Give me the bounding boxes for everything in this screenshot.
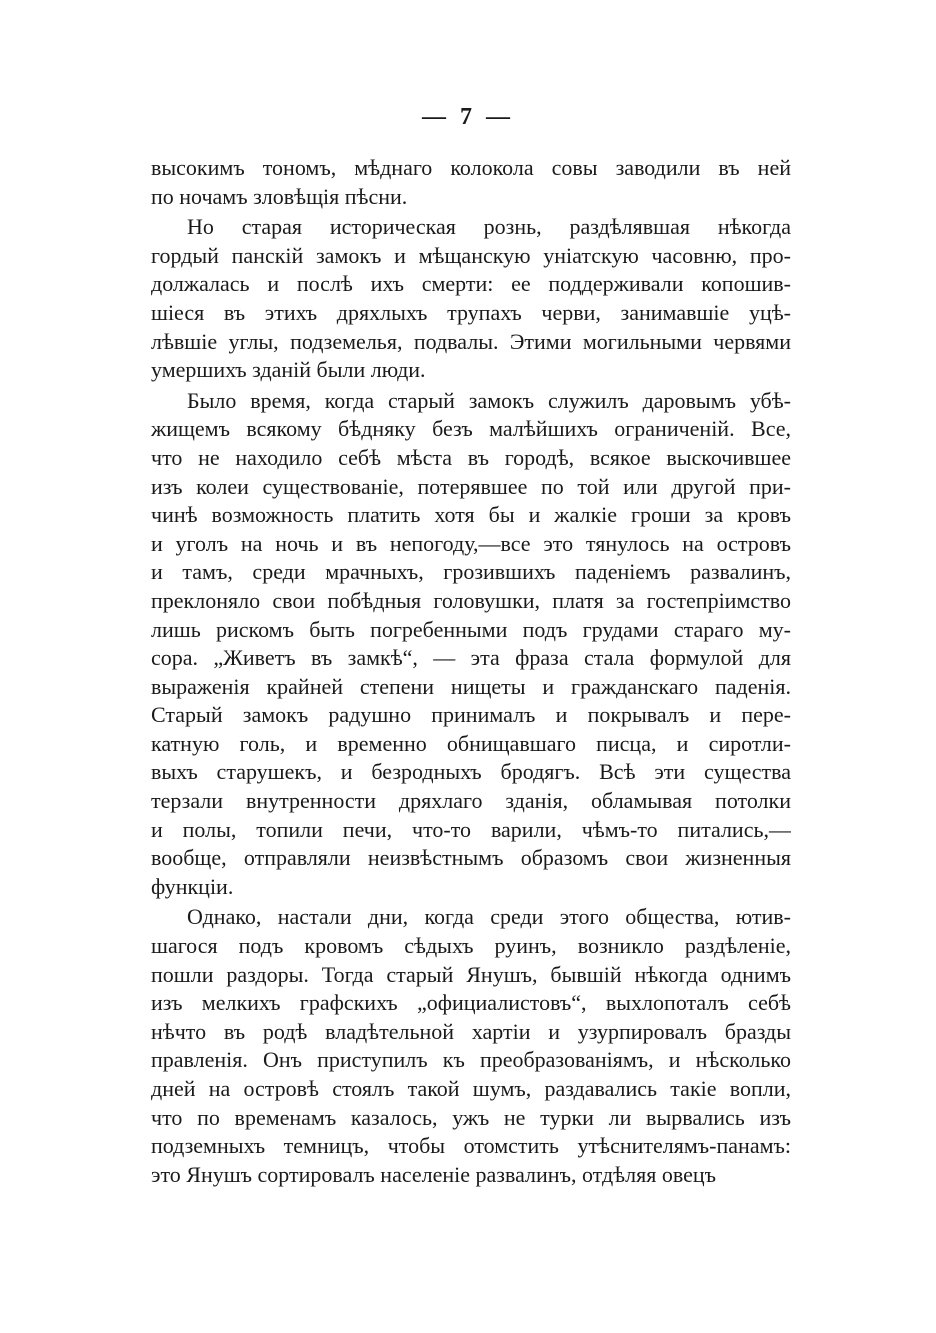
text-line: что по временамъ казалось, ужъ не турки ли вырвались изъ — [151, 1104, 791, 1130]
paragraph — [151, 213, 791, 385]
text-line: и уголъ на ночь и въ непогоду,—все это тянулось на островъ — [151, 530, 791, 556]
text-line: Было время, когда старый замокъ служилъ даровымъ убѣ- — [187, 387, 791, 413]
text-line: выраженія крайней степени нищеты и гражданскаго паденія. — [151, 673, 791, 699]
text-line: подземныхъ темницъ, чтобы отомстить утѣснителямъ-панамъ: — [151, 1133, 791, 1159]
text-line: правленія. Онъ приступилъ къ преобразованіямъ, и нѣсколько — [151, 1047, 791, 1073]
text-line: вообще, отправляли неизвѣстнымъ образомъ свои жизненныя — [151, 845, 791, 871]
paragraph — [151, 387, 791, 902]
text-line: что не находило себѣ мѣста въ городѣ, всякое выскочившее — [151, 444, 791, 470]
text-line: изъ мелкихъ графскихъ „официалистовъ“, выхлопоталъ себѣ — [151, 990, 791, 1016]
text-line: пошли раздоры. Тогда старый Янушъ, бывшій нѣкогда однимъ — [151, 961, 791, 987]
text-line: и тамъ, среди мрачныхъ, грозившихъ паденіемъ развалинъ, — [151, 559, 791, 585]
text-line: изъ колеи существованіе, потерявшее по той или другой при- — [151, 473, 791, 499]
text-line: умершихъ зданій были люди. — [151, 357, 426, 383]
text-line: сора. „Живетъ въ замкѣ“, — эта фраза стала формулой для — [151, 645, 791, 671]
text-line: нѣчто въ родѣ владѣтельной хартіи и узурпировалъ бразды — [151, 1018, 791, 1044]
text-line: должалась и послѣ ихъ смерти: ее поддерживали копошив- — [151, 271, 791, 297]
text-line: это Янушъ сортировалъ населеніе развалинъ, отдѣляя овецъ — [151, 1161, 717, 1187]
paragraph — [151, 154, 791, 211]
text-line: Но старая историческая рознь, раздѣлявшая нѣкогда — [187, 214, 791, 240]
text-line: катную голь, и временно обнищавшаго писца, и сиротли- — [151, 730, 791, 756]
text-line: высокимъ тономъ, мѣднаго колокола совы заводили въ ней — [151, 155, 791, 180]
body-text — [151, 154, 791, 1189]
text-line: лишь рискомъ быть погребенными подъ грудами стараго му- — [151, 616, 791, 642]
text-line: функціи. — [151, 873, 234, 899]
text-line: по ночамъ зловѣщія пѣсни. — [151, 183, 408, 209]
text-line: лѣвшіе углы, подземелья, подвалы. Этими могильными червями — [151, 328, 791, 354]
text-line: терзали внутренности дряхлаго зданія, обламывая потолки — [151, 788, 791, 814]
text-line: Старый замокъ радушно принималъ и покрывалъ и пере- — [151, 702, 791, 728]
text-line: жищемъ всякому бѣдняку безъ малѣйшихъ ограниченій. Все, — [151, 416, 791, 442]
text-line: и полы, топили печи, что-то варили, чѣмъ-то питались,— — [151, 816, 791, 842]
text-line: Однако, настали дни, когда среди этого общества, ютив- — [187, 904, 791, 930]
text-line: гордый панскій замокъ и мѣщанскую уніатскую часовню, про- — [151, 242, 791, 268]
text-line: шіеся въ этихъ дряхлыхъ трупахъ черви, занимавшіе уцѣ- — [151, 299, 791, 325]
paragraph — [151, 903, 791, 1189]
text-line: шагося подъ кровомъ сѣдыхъ руинъ, возникло раздѣленіе, — [151, 933, 791, 959]
text-line: выхъ старушекъ, и безродныхъ бродягъ. Всѣ эти существа — [151, 759, 791, 785]
text-line: преклоняло свои побѣдныя головушки, платя за гостепріимство — [151, 587, 791, 613]
text-line: дней на островѣ стоялъ такой шумъ, раздавались такіе вопли, — [151, 1076, 791, 1101]
text-line: чинѣ возможность платить хотя бы и жалкіе гроши за кровъ — [151, 502, 791, 528]
page-number: — 7 — — [422, 104, 514, 130]
